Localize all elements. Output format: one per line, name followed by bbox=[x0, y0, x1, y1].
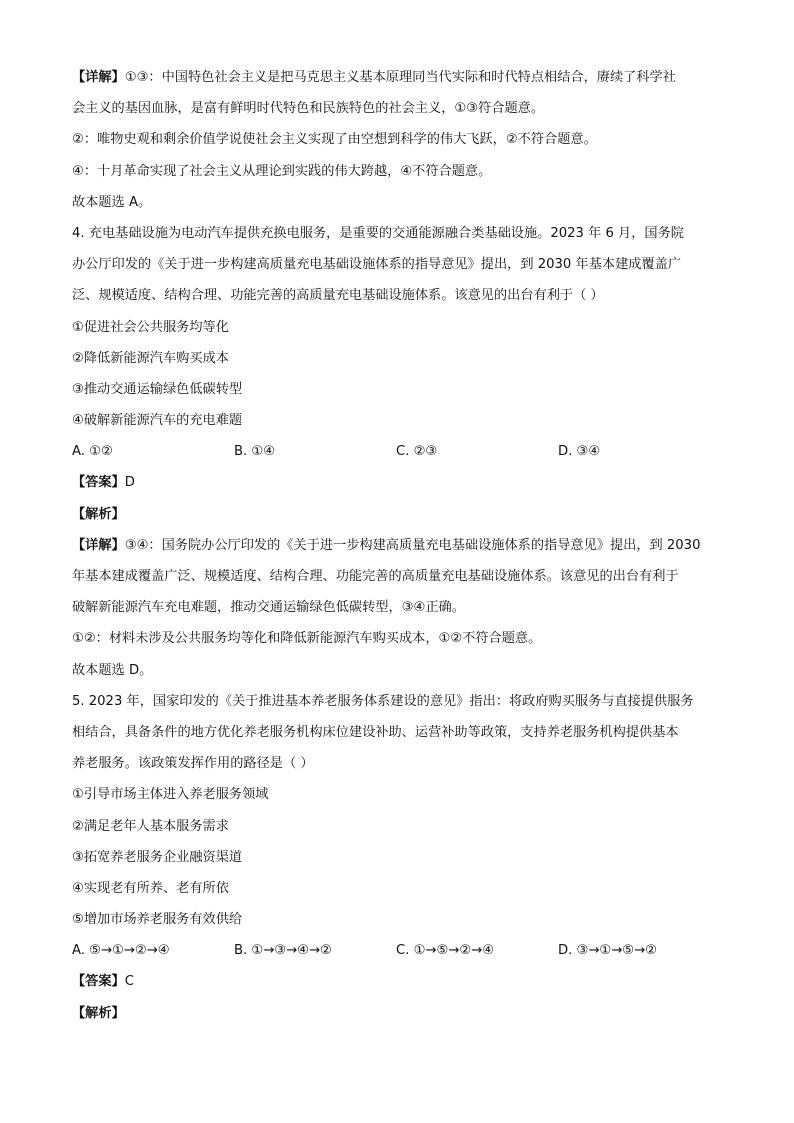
q5-option-a: A. ⑤→①→②→④ bbox=[72, 943, 170, 959]
q4-item-1: ①促进社会公共服务均等化 bbox=[72, 319, 229, 335]
q5-options bbox=[72, 935, 727, 966]
q4-option-c: C. ②③ bbox=[396, 444, 438, 460]
q4-detail-line-1: 【详解】③④：国务院办公厅印发的《关于进一步构建高质量充电基础设施体系的指导意见》提出，到 2030 bbox=[72, 537, 701, 553]
q4-stem-line-1: 4. 充电基础设施为电动汽车提供充换电服务，是重要的交通能源融合类基础设施。2023 年 6 月，国务院 bbox=[72, 225, 684, 241]
q5-analysis-heading: 【解析】 bbox=[72, 1005, 125, 1021]
q5-stem-line-3: 养老服务。该政策发挥作用的路径是（ ） bbox=[72, 756, 314, 772]
q5-option-b: B. ①→③→④→② bbox=[234, 943, 332, 959]
q4-answer-value: D bbox=[124, 475, 135, 491]
q5-item-5: ⑤增加市场养老服务有效供给 bbox=[72, 912, 243, 928]
q5-item-1: ①引导市场主体进入养老服务领域 bbox=[72, 787, 269, 803]
q5-stem-line-1: 5. 2023 年，国家印发的《关于推进基本养老服务体系建设的意见》指出：将政府购买服务与直接提供服务 bbox=[72, 693, 694, 709]
q5-item-2: ②满足老年人基本服务需求 bbox=[72, 818, 229, 834]
q4-detail-line-3: 破解新能源汽车充电难题，推动交通运输绿色低碳转型，③④正确。 bbox=[72, 600, 465, 616]
q3-note-2: ②：唯物史观和剩余价值学说使社会主义实现了由空想到科学的伟大飞跃，②不符合题意。 bbox=[72, 132, 597, 148]
q4-options bbox=[72, 436, 727, 467]
exam-page bbox=[72, 62, 727, 1029]
q3-detail-line-1: 【详解】①③：中国特色社会主义是把马克思主义基本原理同当代实际和时代特点相结合，赓续了科学社 bbox=[72, 70, 676, 85]
q3-note-4: ④：十月革命实现了社会主义从理论到实践的伟大跨越，④不符合题意。 bbox=[72, 163, 492, 179]
q4-option-b: B. ①④ bbox=[234, 444, 276, 460]
q3-conclusion: 故本题选 A。 bbox=[72, 194, 152, 210]
q3-detail-line-2: 会主义的基因血脉，是富有鲜明时代特色和民族特色的社会主义，①③符合题意。 bbox=[72, 101, 545, 117]
answer-tag: 【答案】 bbox=[72, 974, 125, 990]
q4-conclusion: 故本题选 D。 bbox=[72, 662, 153, 678]
detail-tag: 【详解】 bbox=[72, 70, 125, 85]
q4-item-2: ②降低新能源汽车购买成本 bbox=[72, 350, 229, 366]
q4-item-3: ③推动交通运输绿色低碳转型 bbox=[72, 381, 243, 397]
q5-answer bbox=[72, 966, 727, 997]
q4-stem-line-3: 泛、规模适度、结构合理、功能完善的高质量充电基础设施体系。该意见的出台有利于（ ） bbox=[72, 288, 604, 304]
q5-option-c: C. ①→⑤→②→④ bbox=[396, 943, 495, 959]
q4-detail-line-2: 年基本建成覆盖广泛、规模适度、结构合理、功能完善的高质量充电基础设施体系。该意见的出台有利于 bbox=[72, 569, 679, 584]
q4-note-12: ①②：材料未涉及公共服务均等化和降低新能源汽车购买成本，①②不符合题意。 bbox=[72, 631, 542, 647]
q4-option-a: A. ①② bbox=[72, 444, 113, 460]
q4-option-d: D. ③④ bbox=[558, 444, 601, 460]
q5-item-3: ③拓宽养老服务企业融资渠道 bbox=[72, 849, 243, 865]
q5-item-4: ④实现老有所养、老有所依 bbox=[72, 880, 229, 896]
q4-analysis-heading: 【解析】 bbox=[72, 506, 125, 522]
q5-stem-line-2: 相结合，具备条件的地方优化养老服务机构床位建设补助、运营补助等政策，支持养老服务机构提供基本 bbox=[72, 724, 679, 740]
q4-item-4: ④破解新能源汽车的充电难题 bbox=[72, 413, 243, 429]
answer-tag: 【答案】 bbox=[72, 475, 125, 491]
q4-answer bbox=[72, 467, 727, 498]
detail-tag: 【详解】 bbox=[72, 537, 125, 553]
q4-stem-line-2: 办公厅印发的《关于进一步构建高质量充电基础设施体系的指导意见》提出，到 2030 年基本建成覆盖广 bbox=[72, 257, 682, 273]
q5-answer-value: C bbox=[124, 974, 134, 990]
q5-option-d: D. ③→①→⑤→② bbox=[558, 943, 657, 959]
